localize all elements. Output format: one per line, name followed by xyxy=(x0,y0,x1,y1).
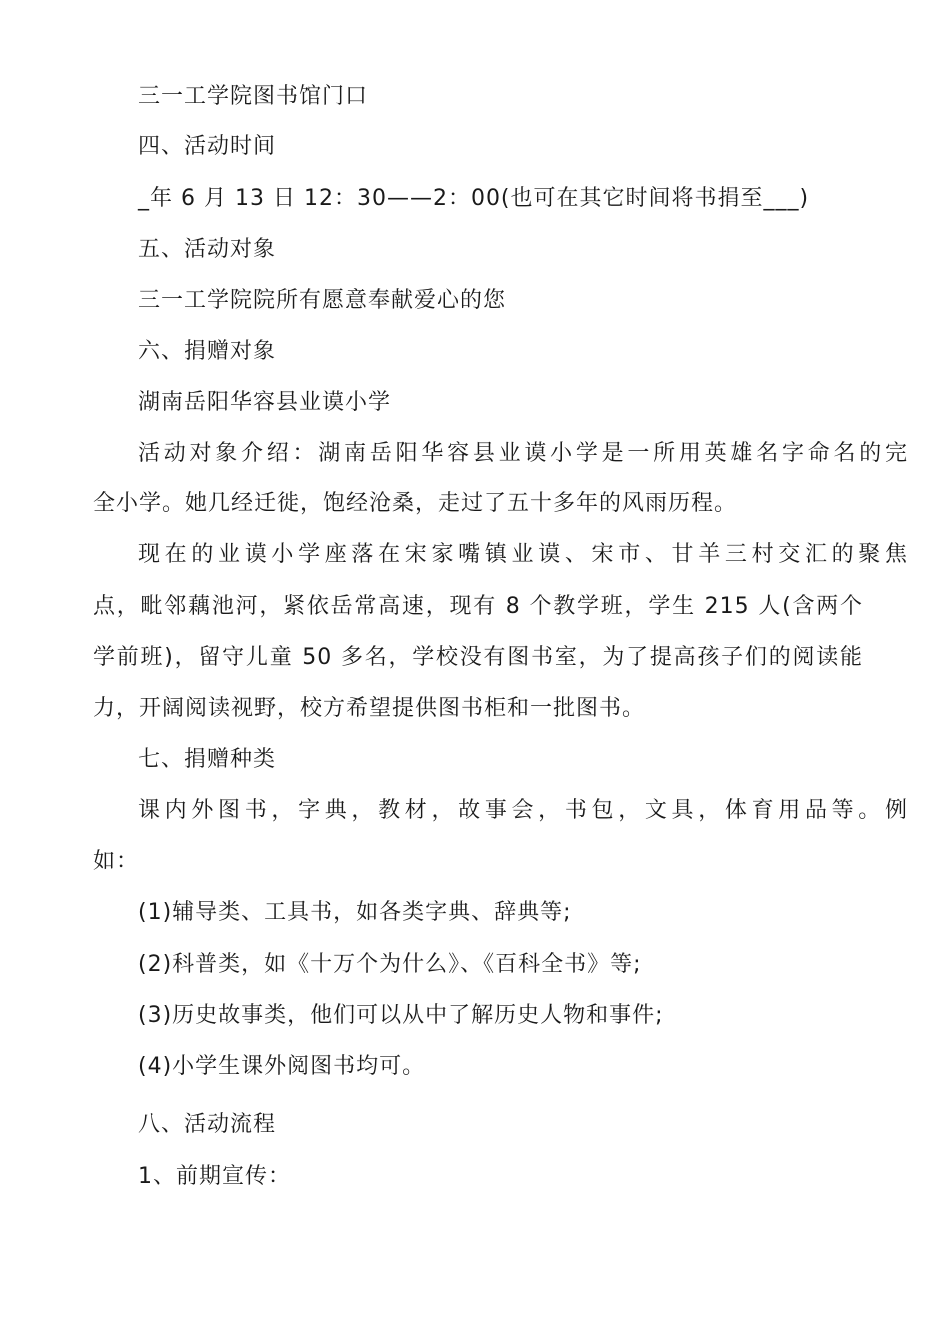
list-item: (3)历史故事类，他们可以从中了解历史人物和事件; xyxy=(138,1003,664,1028)
section-heading-audience: 五、活动对象 xyxy=(138,237,277,262)
section-heading-donation-types: 七、捐赠种类 xyxy=(138,747,277,772)
section-heading-time: 四、活动时间 xyxy=(138,134,277,159)
school-paragraph-line: 学前班)，留守儿童 50 多名，学校没有图书室，为了提高孩子们的阅读能 xyxy=(93,645,863,670)
list-item: (2)科普类，如《十万个为什么》、《百科全书》等; xyxy=(138,952,642,977)
recipient-text: 湖南岳阳华容县业谟小学 xyxy=(138,390,392,415)
donation-types-line: 如： xyxy=(93,849,140,874)
intro-paragraph-line: 全小学。她几经迁徙，饱经沧桑，走过了五十多年的风雨历程。 xyxy=(93,491,738,516)
audience-text: 三一工学院院所有愿意奉献爱心的您 xyxy=(138,288,507,313)
time-text: _年 6 月 13 日 12：30——2：00(也可在其它时间将书捐至___) xyxy=(138,186,810,211)
venue-text: 三一工学院图书馆门口 xyxy=(138,84,369,109)
subheading-publicity: 1、前期宣传： xyxy=(138,1164,291,1189)
list-item: (4)小学生课外阅图书均可。 xyxy=(138,1054,426,1079)
section-heading-recipient: 六、捐赠对象 xyxy=(138,339,277,364)
school-paragraph-line: 力，开阔阅读视野，校方希望提供图书柜和一批图书。 xyxy=(93,696,646,721)
intro-paragraph-line: 活动对象介绍：湖南岳阳华容县业谟小学是一所用英雄名字命名的完 xyxy=(138,441,908,466)
school-paragraph-line: 点，毗邻藕池河，紧依岳常高速，现有 8 个教学班，学生 215 人(含两个 xyxy=(93,594,863,619)
donation-types-line: 课内外图书，字典，教材，故事会，书包，文具，体育用品等。例 xyxy=(138,798,908,823)
section-heading-process: 八、活动流程 xyxy=(138,1112,277,1137)
list-item: (1)辅导类、工具书，如各类字典、辞典等; xyxy=(138,900,572,925)
school-paragraph-line: 现在的业谟小学座落在宋家嘴镇业谟、宋市、甘羊三村交汇的聚焦 xyxy=(138,542,908,567)
